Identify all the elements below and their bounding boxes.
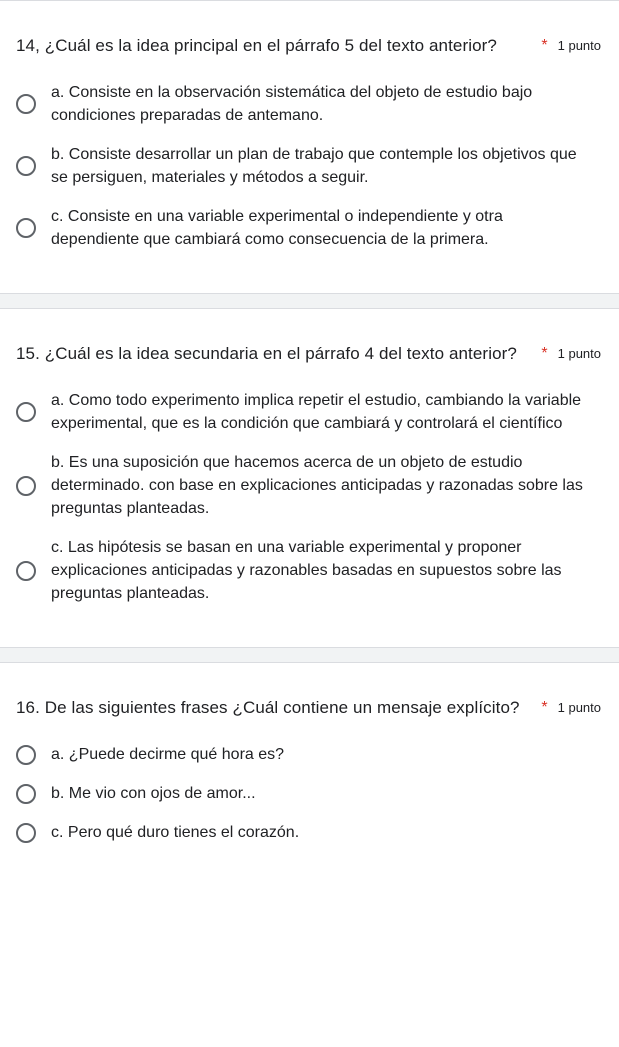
question-title: 15. ¿Cuál es la idea secundaria en el párrafo 4 del texto anterior? (16, 344, 517, 363)
radio-button[interactable] (16, 476, 36, 496)
radio-option[interactable] (16, 774, 603, 813)
question-title: 14, ¿Cuál es la idea principal en el párrafo 5 del texto anterior? (16, 36, 497, 55)
radio-option[interactable] (16, 528, 603, 613)
question-separator (0, 647, 619, 663)
required-asterisk: * (541, 699, 548, 716)
question-header (16, 339, 603, 369)
radio-option[interactable] (16, 135, 603, 197)
radio-group (16, 73, 603, 293)
question-16 (0, 663, 619, 886)
question-points (541, 693, 603, 723)
question-title: 16. De las siguientes frases ¿Cuál contiene un mensaje explícito? (16, 698, 520, 717)
radio-button[interactable] (16, 218, 36, 238)
required-asterisk: * (541, 345, 548, 362)
radio-option[interactable] (16, 197, 603, 259)
option-label: a. Consiste en la observación sistemática del objeto de estudio bajo condiciones preparadas de antemano. (51, 84, 533, 124)
option-label: c. Pero qué duro tienes el corazón. (51, 824, 300, 841)
radio-option[interactable] (16, 381, 603, 443)
radio-button[interactable] (16, 561, 36, 581)
radio-button[interactable] (16, 402, 36, 422)
radio-option[interactable] (16, 813, 603, 852)
option-label: a. ¿Puede decirme qué hora es? (51, 746, 285, 763)
radio-option[interactable] (16, 443, 603, 528)
points-label: 1 punto (557, 700, 601, 715)
question-header (16, 693, 603, 723)
radio-option[interactable] (16, 73, 603, 135)
option-label: b. Consiste desarrollar un plan de trabajo que contemple los objetivos que se persiguen, materiales y métodos a seguir. (51, 146, 577, 186)
radio-button[interactable] (16, 784, 36, 804)
question-points (541, 339, 603, 369)
points-label: 1 punto (557, 346, 601, 361)
option-label: a. Como todo experimento implica repetir el estudio, cambiando la variable experimental, que es la condición que cambiará y controlará el científico (51, 392, 582, 432)
radio-button[interactable] (16, 823, 36, 843)
radio-group (16, 381, 603, 647)
points-label: 1 punto (557, 38, 601, 53)
question-14 (0, 1, 619, 293)
question-15 (0, 309, 619, 647)
question-separator (0, 293, 619, 309)
option-label: b. Es una suposición que hacemos acerca de un objeto de estudio determinado. con base en explicaciones anticipadas y razonadas sobre las preguntas planteadas. (51, 454, 583, 517)
option-label: c. Consiste en una variable experimental o independiente y otra dependiente que cambiará como consecuencia de la primera. (51, 208, 503, 248)
radio-button[interactable] (16, 745, 36, 765)
option-label: b. Me vio con ojos de amor... (51, 785, 256, 802)
radio-button[interactable] (16, 94, 36, 114)
radio-group (16, 735, 603, 886)
required-asterisk: * (541, 37, 548, 54)
radio-button[interactable] (16, 156, 36, 176)
radio-option[interactable] (16, 735, 603, 774)
option-label: c. Las hipótesis se basan en una variable experimental y proponer explicaciones anticipadas y razonables basadas en supuestos sobre las preguntas planteadas. (51, 539, 562, 602)
question-points (541, 31, 603, 61)
question-header (16, 31, 603, 61)
